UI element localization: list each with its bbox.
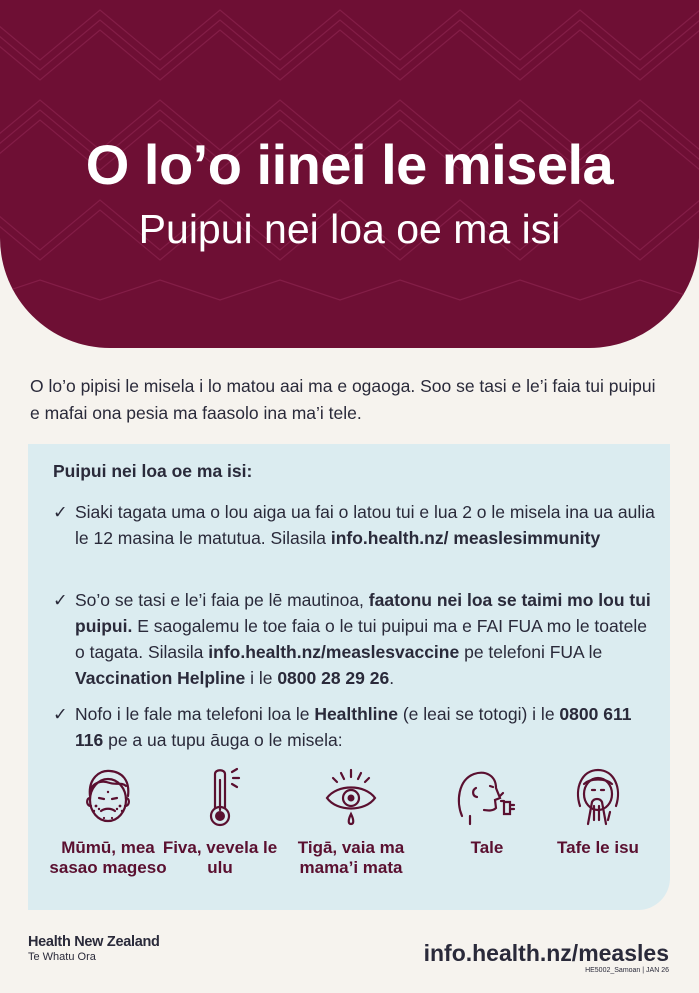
symptom-runny-nose [538, 766, 658, 858]
healthline-label: Healthline [314, 704, 398, 724]
symptom-label: Tale [470, 838, 504, 857]
thermometer-icon [188, 766, 252, 828]
runny-nose-icon [566, 766, 630, 828]
symptom-label: Fiva, vevela le ulu [162, 838, 278, 877]
symptom-fever [160, 766, 280, 878]
item-text-part: pe telefoni FUA le [459, 642, 603, 662]
page-title: O lo’o iinei le misela [85, 133, 614, 196]
item-text-part: Nofo i le fale ma telefoni loa le [75, 704, 315, 724]
item-text-part: . [389, 668, 395, 688]
symptom-label: Mūmū, mea sasao mageso [49, 838, 167, 877]
item-text [75, 701, 655, 753]
panel-title: Puipui nei loa oe ma isi: [53, 461, 253, 481]
symptom-rash [48, 766, 168, 878]
footer-url-link[interactable]: info.health.nz/measles [423, 940, 669, 966]
item-text-part: (e leai se totogi) i le [397, 704, 560, 724]
check-icon: ✓ [53, 590, 68, 610]
cough-icon [452, 766, 522, 828]
check-icon: ✓ [53, 502, 68, 522]
symptom-label: Tigā, vaia ma mama’i mata [297, 838, 405, 877]
item-text-part: pe a ua tupu āuga o le misela: [103, 730, 343, 750]
symptom-cough [427, 766, 547, 858]
org-logo [28, 934, 160, 963]
measles-immunity-link[interactable]: info.health.nz/ measlesimmunity [330, 528, 601, 548]
item-text-part: So’o se tasi e le’i faia pe lē mautinoa, [75, 590, 369, 610]
intro-paragraph: O lo’o pipisi le misela i lo matou aai ma e ogaoga. Soo se tasi e le’i faia tui puipui e mafai ona pesia ma faasolo ina ma’i tele. [30, 376, 656, 423]
document-code: HE5002_Samoan | JAN 26 [585, 967, 669, 974]
symptom-label: Tafe le isu [557, 838, 639, 857]
rash-face-icon [76, 766, 140, 828]
item-bold-text: faatonu nei loa se taimi mo lou tui puipui. [75, 590, 651, 636]
healthline-phone-number[interactable]: 0800 611 116 [75, 704, 632, 750]
symptom-eyes [291, 766, 411, 878]
item-text [75, 587, 655, 691]
item-text-part: i le [245, 668, 278, 688]
org-name-maori: Te Whatu Ora [28, 951, 96, 963]
check-icon: ✓ [53, 704, 68, 724]
item-text-part: Siaki tagata uma o lou aiga ua fai o latou tui e lua 2 o le misela ina ua aulia le 12 masina le matutua. Silasila [75, 502, 655, 548]
sore-eye-icon [319, 766, 383, 828]
page-subtitle: Puipui nei loa oe ma isi [138, 206, 561, 252]
item-text-part: E saogalemu le toe faia o le tui puipui ma e FAI FUA mo le toatele o tagata. Silasila [75, 616, 647, 662]
helpline-phone-number[interactable]: 0800 28 29 26 [277, 668, 390, 688]
hero-banner [0, 0, 699, 348]
item-text [75, 499, 655, 551]
vaccination-helpline-label: Vaccination Helpline [75, 668, 246, 688]
prevention-panel [28, 444, 670, 910]
org-name: Health New Zealand [28, 934, 160, 950]
measles-vaccine-link[interactable]: info.health.nz/measlesvaccine [208, 642, 460, 662]
